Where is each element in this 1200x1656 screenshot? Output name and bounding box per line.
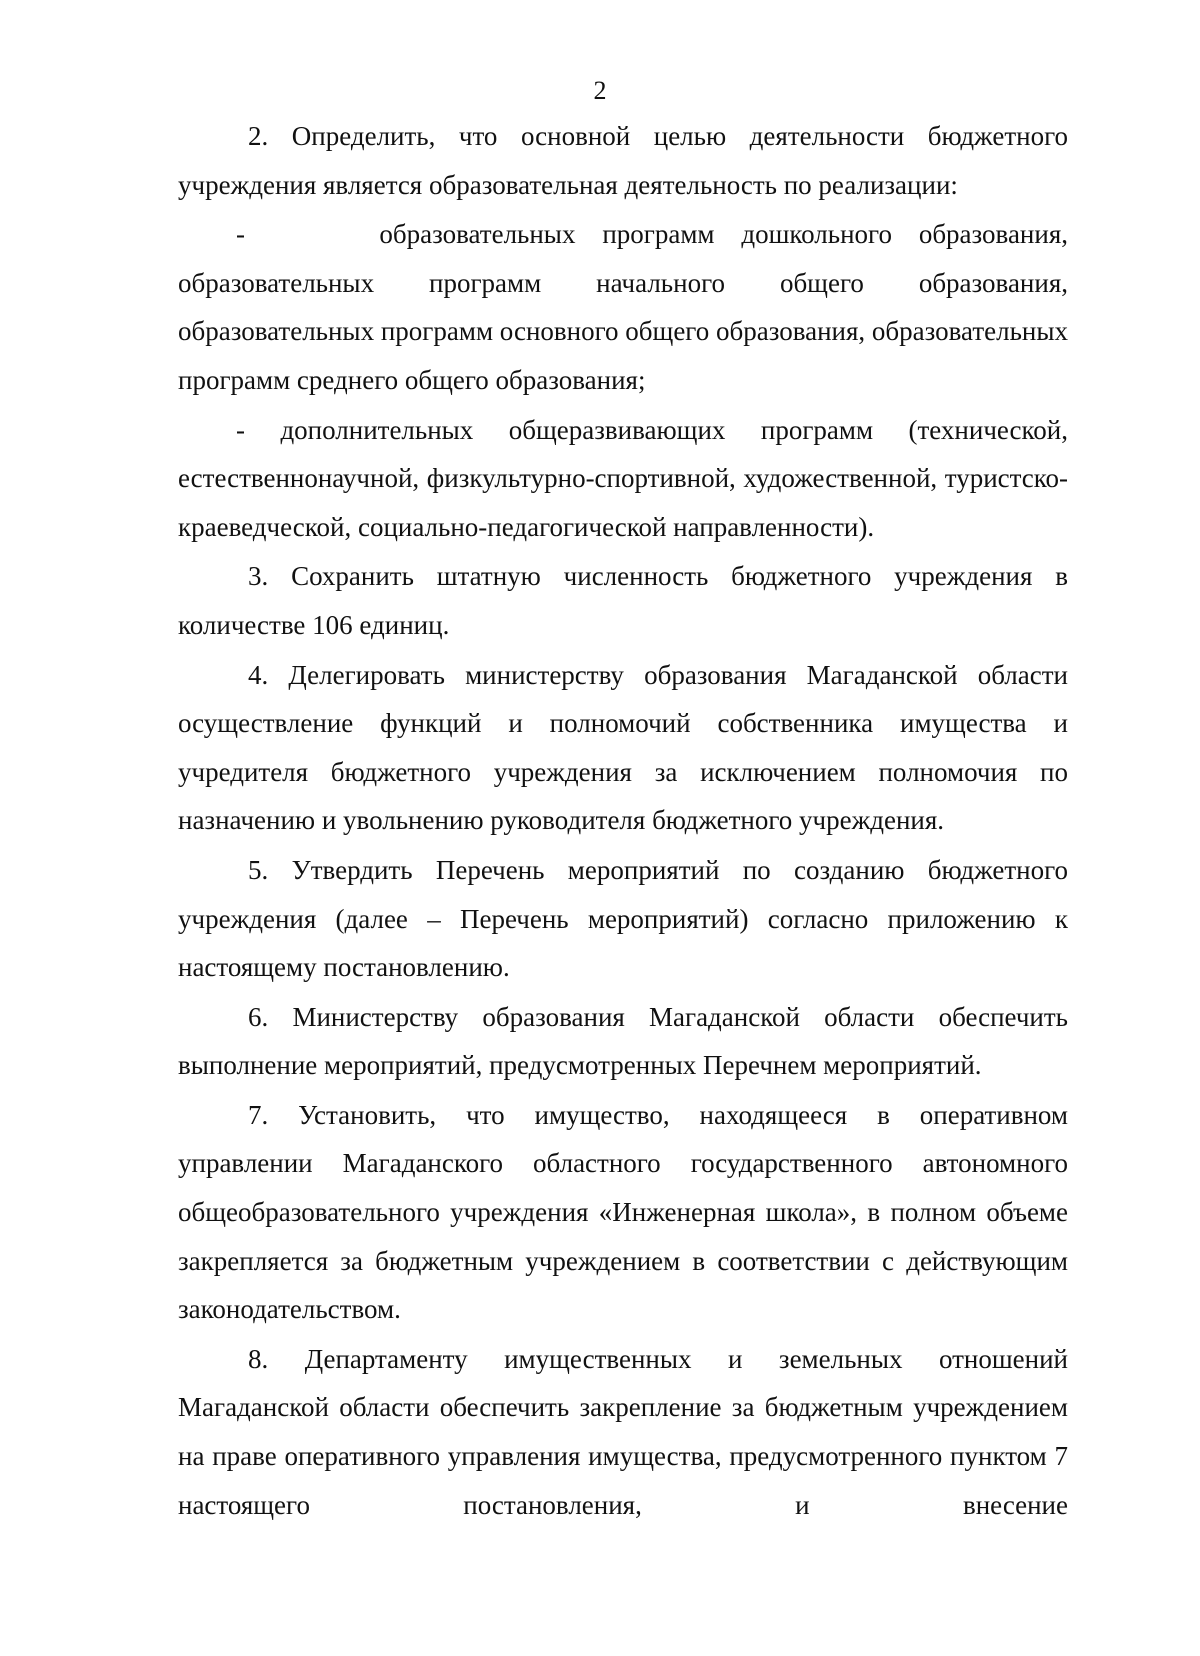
- paragraph-5: 5. Утвердить Перечень мероприятий по созданию бюджетного учреждения (далее – Перечень мероприятий) согласно приложению к настоящему постановлению.: [178, 854, 1068, 983]
- paragraph-3: 3. Сохранить штатную численность бюджетного учреждения в количестве 106 единиц.: [178, 561, 1068, 640]
- paragraph-2-bullet-1: - образовательных программ дошкольного образования, образовательных программ начального общего образования, образовательных программ основного общего образования, образовательных программ среднего общего образования;: [178, 219, 1068, 395]
- document-body: [178, 112, 1068, 1530]
- page-number: 2: [593, 76, 607, 105]
- paragraph-7: 7. Установить, что имущество, находящееся в оперативном управлении Магаданского областного государственного автономного общеобразовательного учреждения «Инженерная школа», в полном объеме закрепляется за бюджетным учреждением в соответствии с действующим законодательством.: [178, 1099, 1068, 1325]
- paragraph-2-bullet-2: - дополнительных общеразвивающих программ (технической, естественнонаучной, физкультурно-спортивной, художественной, туристско-краеведческой, социально-педагогической направленности).: [178, 414, 1068, 542]
- paragraph-8: 8. Департаменту имущественных и земельных отношений Магаданской области обеспечить закрепление за бюджетным учреждением на праве оперативного управления имущества, предусмотренного пунктом 7 настоящего постановления, и внесение: [178, 1343, 1068, 1520]
- paragraph-2: 2. Определить, что основной целью деятельности бюджетного учреждения является образовательная деятельность по реализации:: [178, 121, 1068, 200]
- paragraph-4: 4. Делегировать министерству образования Магаданской области осуществление функций и полномочий собственника имущества и учредителя бюджетного учреждения за исключением полномочия по назначению и увольнению руководителя бюджетного учреждения.: [178, 659, 1068, 836]
- paragraph-6: 6. Министерству образования Магаданской области обеспечить выполнение мероприятий, предусмотренных Перечнем мероприятий.: [178, 1001, 1068, 1081]
